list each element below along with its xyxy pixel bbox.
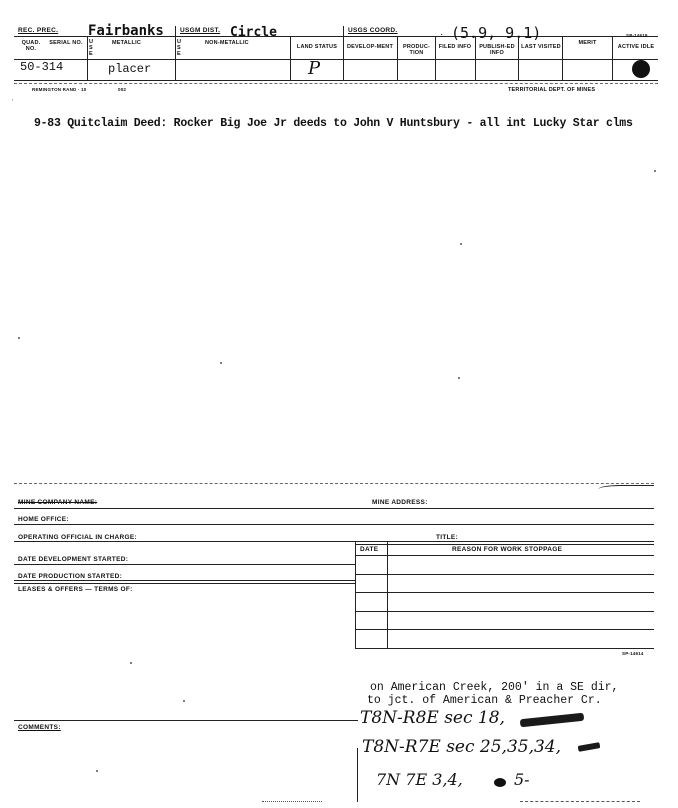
location-line-2: to jct. of American & Preacher Cr. bbox=[367, 694, 602, 707]
hand-line-3: 7N 7E 3,4, bbox=[376, 770, 463, 789]
col-metallic: METALLIC bbox=[112, 40, 141, 46]
usgs-coord-value: (5.9, 9.1) bbox=[451, 24, 542, 42]
col-land-status: LAND STATUS bbox=[296, 44, 338, 50]
rec-prec-label: REC. PREC. bbox=[18, 27, 59, 34]
footer-left: REMINGTON RAND · 10 bbox=[32, 87, 87, 92]
col-published-info: PUBLISH-ED INFO bbox=[479, 44, 515, 56]
scribble-strike-2 bbox=[578, 742, 601, 752]
col-production: PRODUC-TION bbox=[402, 44, 431, 56]
mine-company-name-label: MINE COMPANY NAME: bbox=[18, 499, 98, 506]
col-last-visited: LAST VISITED bbox=[521, 44, 561, 50]
entry-text: 9-83 Quitclaim Deed: Rocker Big Joe Jr deeds to John V Huntsbury - all int Lucky Star clms bbox=[34, 117, 633, 130]
location-line-1: on American Creek, 200' in a SE dir, bbox=[370, 681, 619, 694]
land-status-mark: P bbox=[308, 58, 321, 79]
col-non-metallic: NON-METALLIC bbox=[205, 40, 249, 46]
mine-address-label: MINE ADDRESS: bbox=[372, 499, 428, 506]
date-development-started-label: DATE DEVELOPMENT STARTED: bbox=[18, 556, 129, 563]
operating-official-label: OPERATING OFFICIAL IN CHARGE: bbox=[18, 534, 137, 541]
active-idle-punch-mark bbox=[632, 60, 650, 78]
rec-prec-value: Fairbanks bbox=[88, 23, 164, 39]
usgm-dist-value: Circle bbox=[230, 25, 277, 40]
scribble-strike-1 bbox=[520, 713, 584, 728]
col-quad-no: QUAD. NO. bbox=[21, 40, 41, 52]
usgs-coord-label: USGS COORD. bbox=[348, 27, 398, 34]
usgm-dist-label: USGM DIST. bbox=[180, 27, 221, 34]
metallic-value: placer bbox=[108, 62, 152, 76]
col-development: DEVELOP-MENT bbox=[346, 44, 394, 50]
leases-offers-label: LEASES & OFFERS — TERMS OF: bbox=[18, 586, 133, 593]
stoppage-reason-header: REASON FOR WORK STOPPAGE bbox=[452, 546, 563, 553]
comments-label: COMMENTS: bbox=[18, 724, 61, 731]
hand-line-1: T8N-R8E sec 18, bbox=[360, 708, 505, 728]
col-merit: MERIT bbox=[578, 40, 597, 46]
footer-left-code: 002 bbox=[118, 87, 127, 92]
scribble-blot bbox=[494, 778, 506, 787]
title-label: TITLE: bbox=[436, 534, 459, 541]
footer-right: TERRITORIAL DEPT. OF MINES bbox=[508, 87, 596, 93]
quad-serial-value: 50-314 bbox=[20, 60, 64, 74]
col-use-1: U S E bbox=[89, 39, 94, 57]
form-number-top: SP-14619 bbox=[626, 33, 648, 38]
hand-line-3-end: 5- bbox=[514, 770, 530, 789]
col-files-info: FILED INFO bbox=[438, 44, 472, 50]
col-use-2: U S E bbox=[177, 39, 182, 57]
date-production-started-label: DATE PRODUCTION STARTED: bbox=[18, 573, 123, 580]
col-serial-no: SERIAL NO. bbox=[49, 40, 83, 46]
hand-line-2: T8N-R7E sec 25,35,34, bbox=[362, 737, 562, 757]
home-office-label: HOME OFFICE: bbox=[18, 516, 69, 523]
stoppage-date-header: DATE bbox=[360, 546, 379, 553]
col-active-idle: ACTIVE IDLE bbox=[617, 44, 655, 50]
form-number-bottom: SP-14614 bbox=[622, 651, 644, 656]
